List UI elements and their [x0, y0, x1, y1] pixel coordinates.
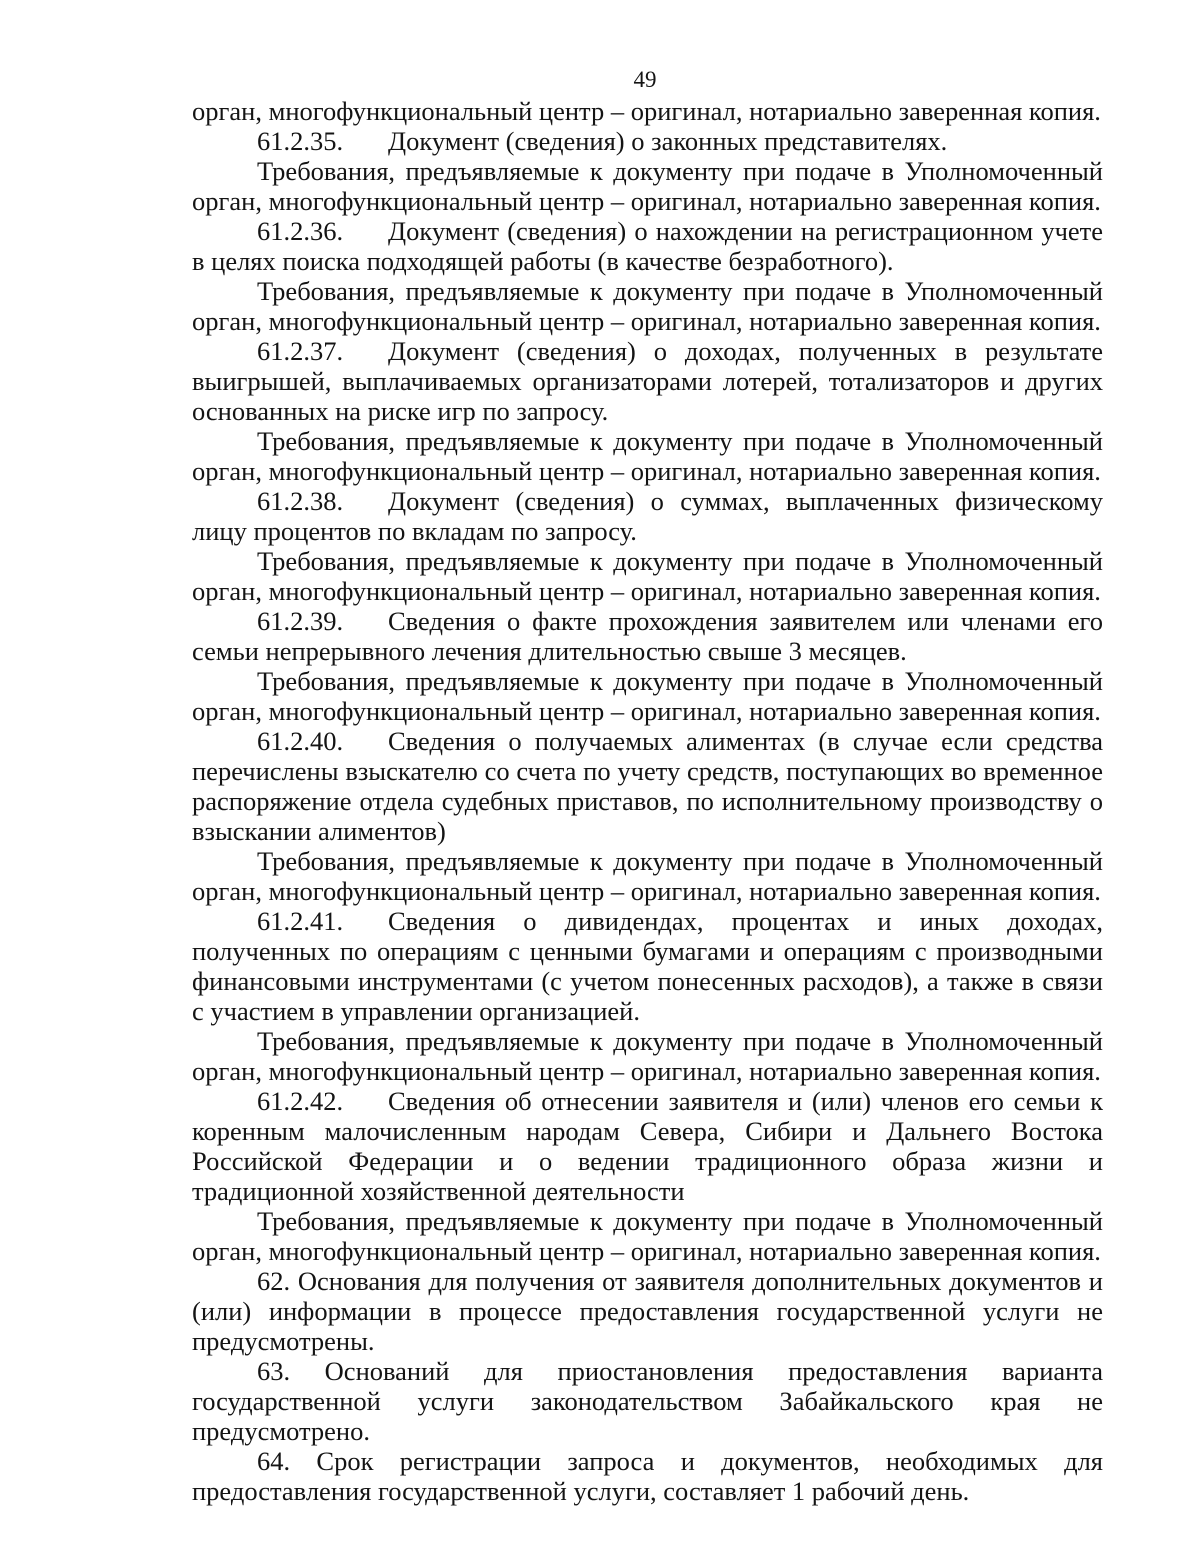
clause-number: 61.2.39. [257, 606, 344, 636]
requirements-paragraph [192, 546, 1103, 606]
paragraph-text: Требования, предъявляемые к документу при подаче в Уполномоченный орган, многофункциональный центр – оригинал, нотариально заверенная копия. [192, 546, 1103, 606]
clause-text: Документ (сведения) о нахождении на регистрационном учете в целях поиска подходящей работы (в качестве безработного). [192, 216, 1103, 276]
paragraph-text: Требования, предъявляемые к документу при подаче в Уполномоченный орган, многофункциональный центр – оригинал, нотариально заверенная копия. [192, 276, 1103, 336]
document-body [192, 96, 1103, 1506]
clause-number: 61.2.38. [257, 486, 344, 516]
clause-text: Документ (сведения) о законных представителях. [388, 126, 948, 156]
paragraph-text: 62. Основания для получения от заявителя дополнительных документов и (или) информации в процессе предоставления государственной услуги не предусмотрены. [192, 1266, 1103, 1356]
paragraph-text: 64. Срок регистрации запроса и документов, необходимых для предоставления государственной услуги, составляет 1 рабочий день. [192, 1446, 1103, 1506]
paragraph-64 [192, 1446, 1103, 1506]
clause-number: 61.2.35. [257, 126, 344, 156]
clause-number: 61.2.40. [257, 726, 344, 756]
clause-number: 61.2.41. [257, 906, 344, 936]
requirements-paragraph [192, 1206, 1103, 1266]
clause-61-2-42 [192, 1086, 1103, 1206]
clause-61-2-41 [192, 906, 1103, 1026]
paragraph-continuation [192, 96, 1103, 126]
clause-number: 61.2.36. [257, 216, 344, 246]
paragraph-text: орган, многофункциональный центр – оригинал, нотариально заверенная копия. [192, 96, 1101, 126]
paragraph-text: Требования, предъявляемые к документу при подаче в Уполномоченный орган, многофункциональный центр – оригинал, нотариально заверенная копия. [192, 666, 1103, 726]
page-number: 49 [633, 67, 657, 92]
paragraph-text: Требования, предъявляемые к документу при подаче в Уполномоченный орган, многофункциональный центр – оригинал, нотариально заверенная копия. [192, 1026, 1103, 1086]
paragraph-62 [192, 1266, 1103, 1356]
clause-61-2-40 [192, 726, 1103, 846]
clause-number: 61.2.42. [257, 1086, 344, 1116]
requirements-paragraph [192, 426, 1103, 486]
clause-61-2-39 [192, 606, 1103, 666]
requirements-paragraph [192, 846, 1103, 906]
paragraph-text: Требования, предъявляемые к документу при подаче в Уполномоченный орган, многофункциональный центр – оригинал, нотариально заверенная копия. [192, 426, 1103, 486]
clause-text: Сведения о получаемых алиментах (в случае если средства перечислены взыскателю со счета по учету средств, поступающих во временное распоряжение отдела судебных приставов, по исполнительному производству о взыскании алиментов) [192, 726, 1103, 846]
requirements-paragraph [192, 1026, 1103, 1086]
clause-text: Документ (сведения) о суммах, выплаченных физическому лицу процентов по вкладам по запросу. [192, 486, 1103, 546]
requirements-paragraph [192, 276, 1103, 336]
clause-text: Сведения о дивидендах, процентах и иных доходах, полученных по операциям с ценными бумагами и операциям с производными финансовыми инструментами (с учетом понесенных расходов), а также в связи с участием в управлении организацией. [192, 906, 1103, 1026]
clause-text: Сведения о факте прохождения заявителем или членами его семьи непрерывного лечения длительностью свыше 3 месяцев. [192, 606, 1103, 666]
paragraph-text: Требования, предъявляемые к документу при подаче в Уполномоченный орган, многофункциональный центр – оригинал, нотариально заверенная копия. [192, 846, 1103, 906]
paragraph-text: Требования, предъявляемые к документу при подаче в Уполномоченный орган, многофункциональный центр – оригинал, нотариально заверенная копия. [192, 156, 1103, 216]
clause-61-2-36 [192, 216, 1103, 276]
clause-61-2-37 [192, 336, 1103, 426]
clause-61-2-38 [192, 486, 1103, 546]
clause-number: 61.2.37. [257, 336, 344, 366]
paragraph-text: Требования, предъявляемые к документу при подаче в Уполномоченный орган, многофункциональный центр – оригинал, нотариально заверенная копия. [192, 1206, 1103, 1266]
clause-text: Сведения об отнесении заявителя и (или) членов его семьи к коренным малочисленным народам Севера, Сибири и Дальнего Востока Российской Федерации и о ведении традиционного образа жизни и традиционной хозяйственной деятельности [192, 1086, 1103, 1206]
requirements-paragraph [192, 666, 1103, 726]
clause-61-2-35 [192, 126, 1103, 156]
requirements-paragraph [192, 156, 1103, 216]
clause-text: Документ (сведения) о доходах, полученных в результате выигрышей, выплачиваемых организаторами лотерей, тотализаторов и других основанных на риске игр по запросу. [192, 336, 1103, 426]
paragraph-text: 63. Оснований для приостановления предоставления варианта государственной услуги законодательством Забайкальского края не предусмотрено. [192, 1356, 1103, 1446]
paragraph-63 [192, 1356, 1103, 1446]
